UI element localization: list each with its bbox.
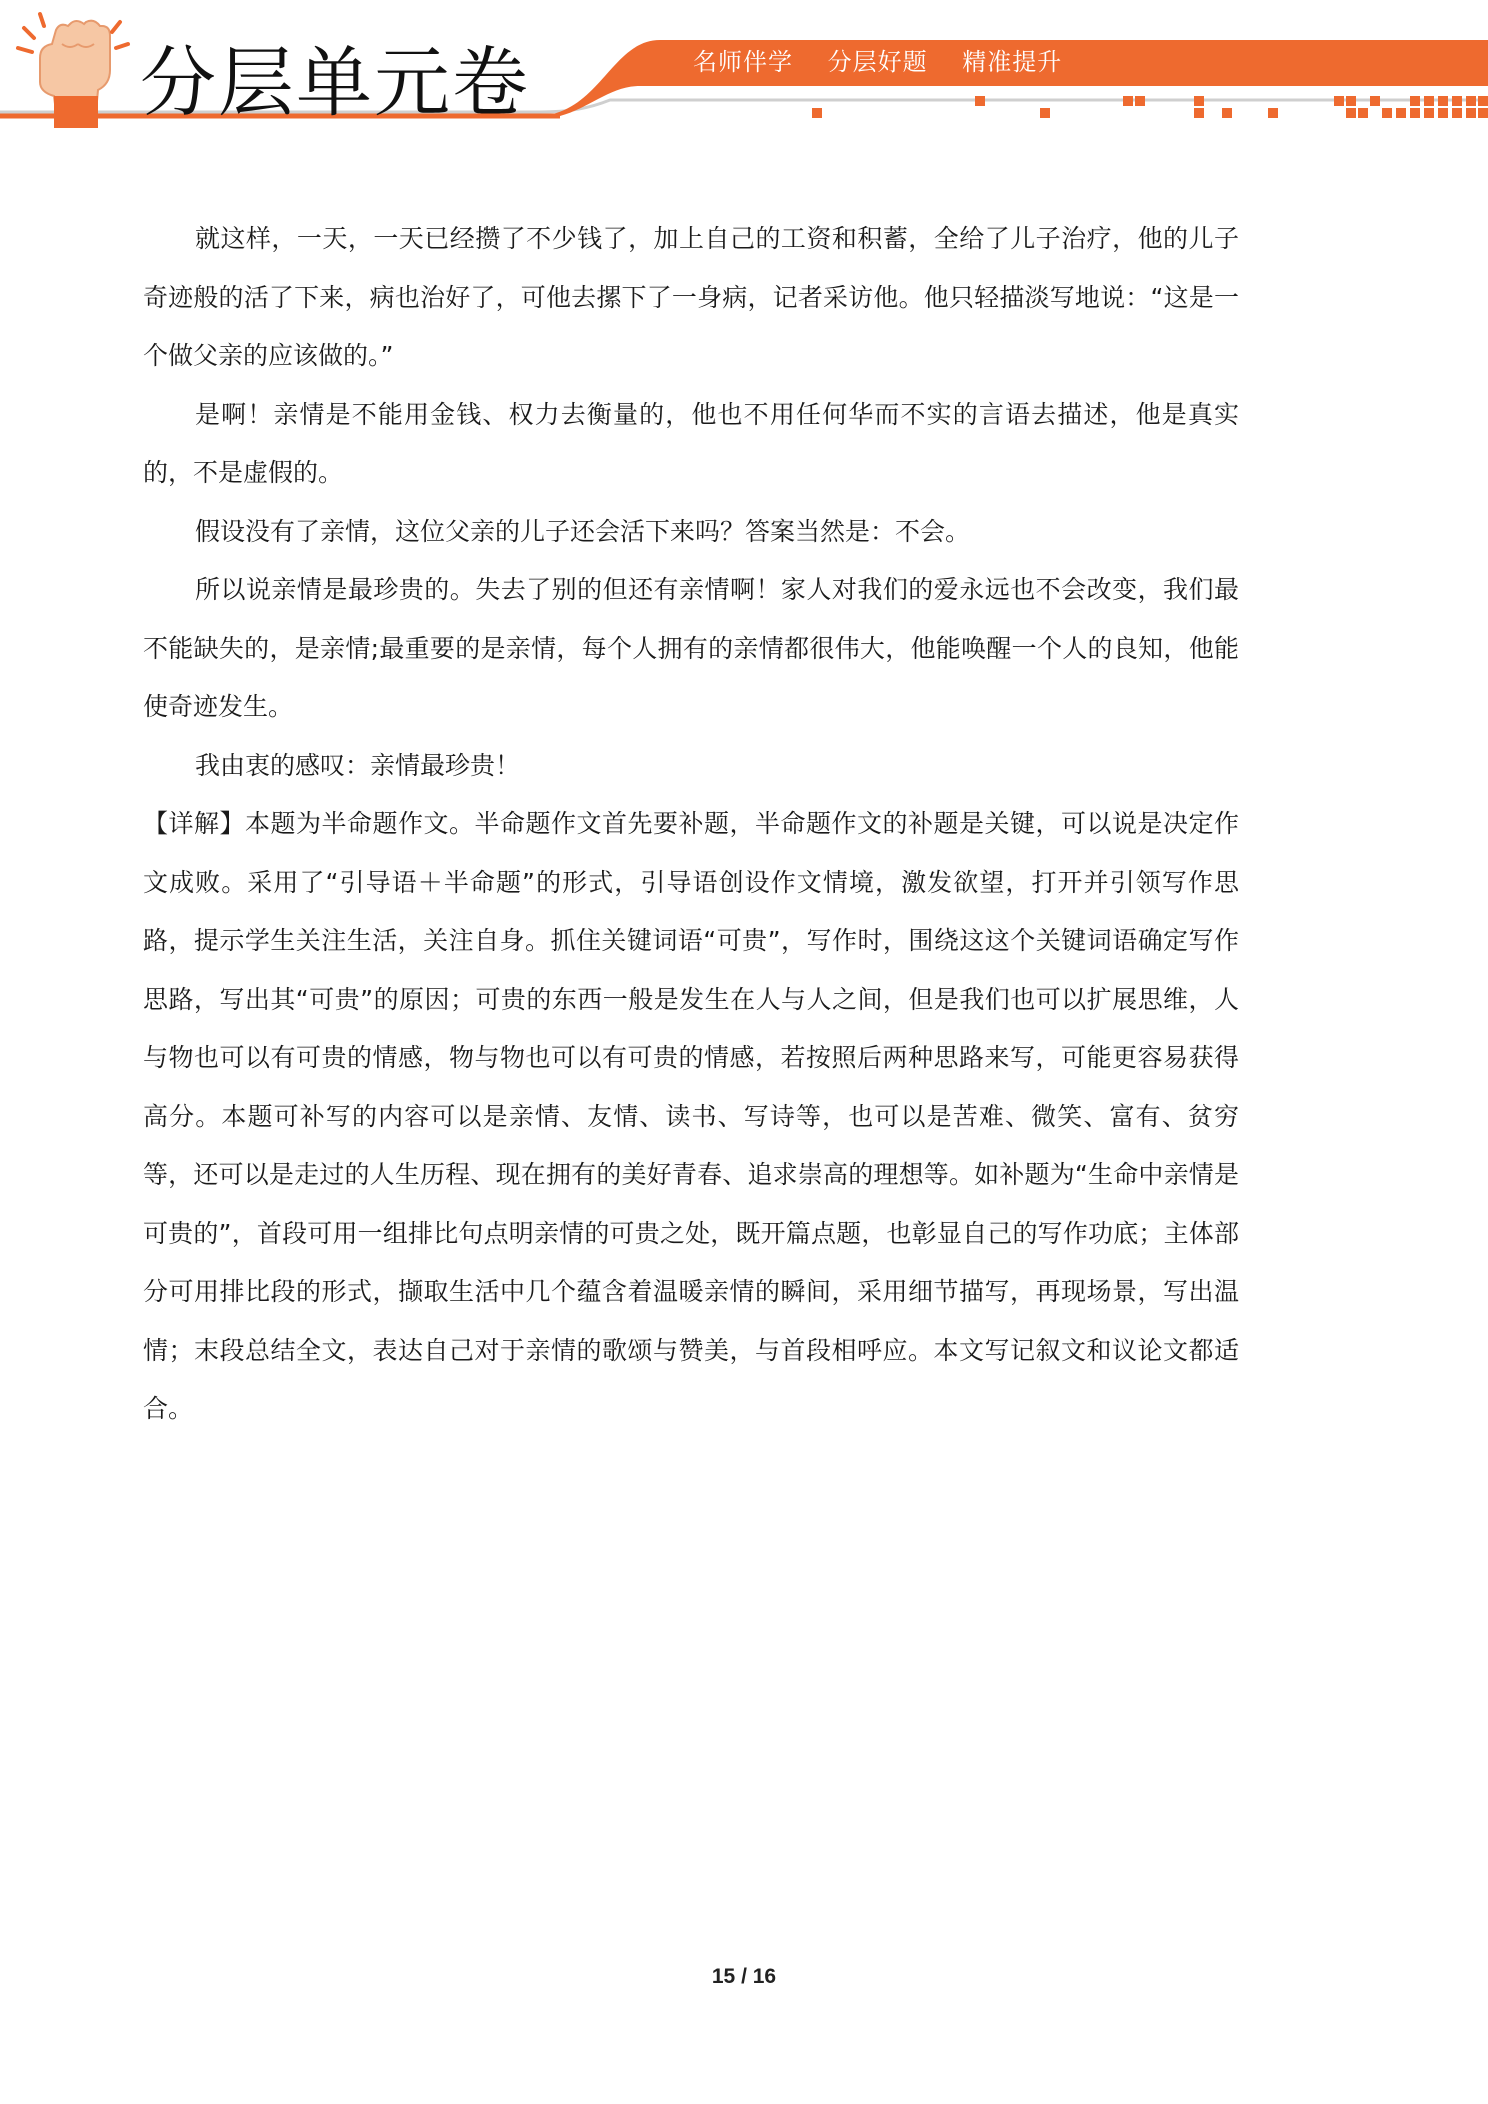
brand-title: 分层单元卷 [140, 38, 530, 127]
essay-content [143, 210, 1239, 1439]
slogan-item: 精准提升 [962, 48, 1063, 76]
slogan [693, 42, 1088, 77]
essay-paragraph: 所以说亲情是最珍贵的。失去了别的但还有亲情啊！家人对我们的爱永远也不会改变，我们最不能缺失的，是亲情;最重要的是亲情，每个人拥有的亲情都很伟大，他能唤醒一个人的良知，他能使奇迹发生。 [143, 575, 1239, 721]
essay-paragraph: 就这样，一天，一天已经攒了不少钱了，加上自己的工资和积蓄，全给了儿子治疗，他的儿子奇迹般的活了下来，病也治好了，可他去摞下了一身病，记者采访他。他只轻描淡写地说：“这是一个做父亲的应该做的。” [143, 224, 1239, 370]
analysis-paragraph: 【详解】本题为半命题作文。半命题作文首先要补题，半命题作文的补题是关键，可以说是决定作文成败。采用了“引导语＋半命题”的形式，引导语创设作文情境，激发欲望，打开并引领写作思路，提示学生关注生活，关注自身。抓住关键词语“可贵”，写作时，围绕这这个关键词语确定写作思路，写出其“可贵”的原因；可贵的东西一般是发生在人与人之间，但是我们也可以扩展思维，人与物也可以有可贵的情感，物与物也可以有可贵的情感，若按照后两种思路来写，可能更容易获得高分。本题可补写的内容可以是亲情、友情、读书、写诗等，也可以是苦难、微笑、富有、贫穷等，还可以是走过的人生历程、现在拥有的美好青春、追求崇高的理想等。如补题为“生命中亲情是可贵的”，首段可用一组排比句点明亲情的可贵之处，既开篇点题，也彰显自己的写作功底；主体部分可用排比段的形式，撷取生活中几个蕴含着温暖亲情的瞬间，采用细节描写，再现场景，写出温情；末段总结全文，表达自己对于亲情的歌颂与赞美，与首段相呼应。本文写记叙文和议论文都适合。 [143, 809, 1239, 1423]
essay-paragraph: 假设没有了亲情，这位父亲的儿子还会活下来吗？答案当然是：不会。 [195, 516, 971, 546]
page-header [0, 0, 1488, 150]
slogan-item: 名师伴学 [693, 48, 793, 76]
essay-paragraph: 我由衷的感叹：亲情最珍贵！ [195, 750, 521, 780]
slogan-item: 分层好题 [827, 48, 928, 76]
essay-paragraph: 是啊！亲情是不能用金钱、权力去衡量的，他也不用任何华而不实的言语去描述，他是真实的，不是虚假的。 [143, 399, 1239, 487]
page-number: 15 / 16 [711, 1965, 777, 1988]
